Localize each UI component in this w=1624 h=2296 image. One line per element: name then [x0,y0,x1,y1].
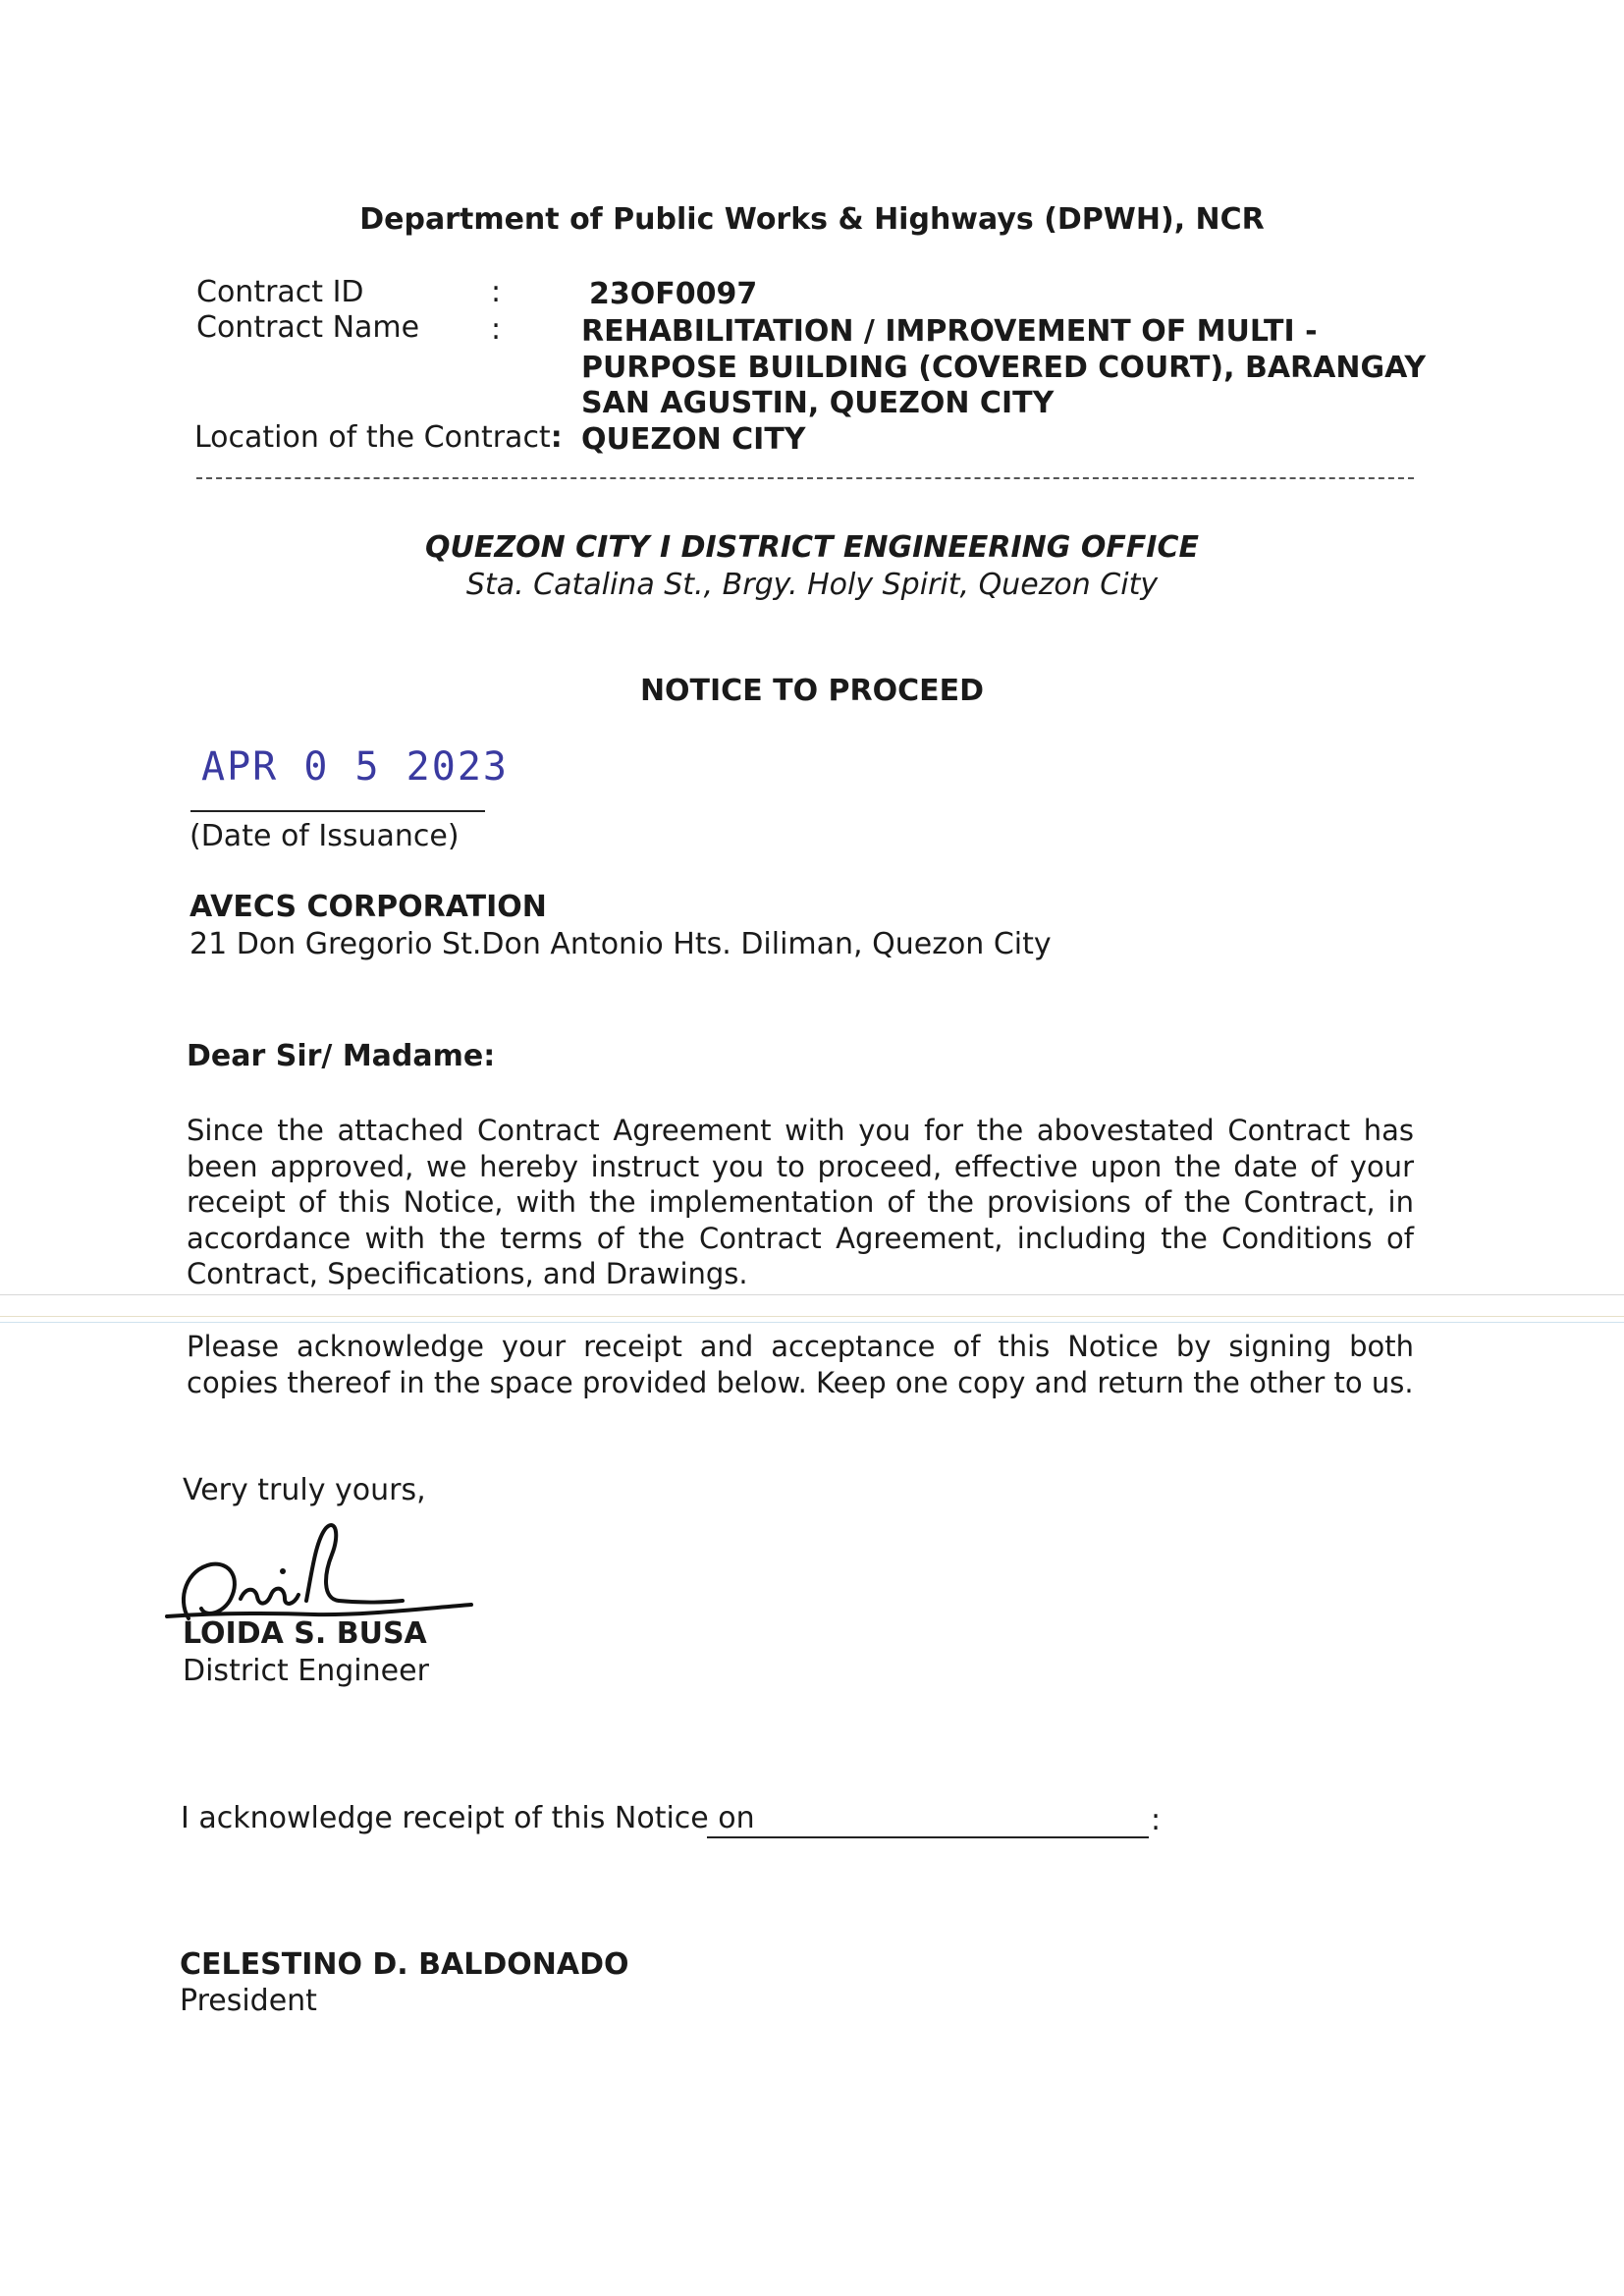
office-name: QUEZON CITY I DISTRICT ENGINEERING OFFICE [425,530,1199,565]
location-label: Location of the Contract: [194,420,563,455]
addressee-name: AVECS CORPORATION [189,890,547,924]
signatory-name: LOIDA S. BUSA [183,1616,427,1651]
scan-artifact-line [0,1294,1624,1295]
acknowledgement-date-line[interactable] [707,1836,1149,1838]
contract-id-label: Contract ID [196,275,364,309]
addressee-address: 21 Don Gregorio St.Don Antonio Hts. Diliman, Quezon City [189,927,1052,961]
body-paragraph-1: Since the attached Contract Agreement with you for the abovestated Contract has been approved, we hereby instruct you to proceed, effective upon the date of your receipt of this Notice, with the implementation of the provisions of the Contract, in accordance with the terms of the Contract Agreement, including the Conditions of Contract, Specifications, and Drawings. [187,1114,1414,1290]
contract-name-line-2: PURPOSE BUILDING (COVERED COURT), BARANGAY [581,351,1427,385]
acknowledgement-colon: : [1151,1803,1162,1837]
contract-name-line-1: REHABILITATION / IMPROVEMENT OF MULTI - [581,314,1318,349]
notice-title: NOTICE TO PROCEED [639,674,985,708]
location-colon: : [550,420,563,455]
date-underline [190,810,485,812]
signatory-title: District Engineer [183,1654,429,1688]
salutation: Dear Sir/ Madame: [187,1039,496,1073]
contractor-rep-title: President [180,1984,317,2018]
contract-name-label: Contract Name [196,310,420,345]
scan-artifact-line [0,1316,1624,1317]
location-value: QUEZON CITY [581,422,806,457]
contract-id-colon: : [491,275,502,309]
department-header: Department of Public Works & Highways (DPWH), NCR [359,202,1265,237]
scan-artifact-line [0,1322,1624,1323]
date-stamp: APR 0 5 2023 [201,744,509,790]
contractor-rep-name: CELESTINO D. BALDONADO [180,1947,629,1982]
body-paragraph-2: Please acknowledge your receipt and acceptance of this Notice by signing both copies thereof in the space provided below. Keep one copy and return the other to us. [187,1330,1414,1399]
contract-name-colon: : [491,312,502,347]
date-label: (Date of Issuance) [189,819,460,853]
closing: Very truly yours, [183,1473,426,1507]
contract-name-line-3: SAN AGUSTIN, QUEZON CITY [581,386,1055,420]
office-address: Sta. Catalina St., Brgy. Holy Spirit, Quezon City [465,568,1159,602]
acknowledgement-text: I acknowledge receipt of this Notice on [181,1801,755,1835]
contract-id-value: 23OF0097 [589,277,758,311]
dashed-divider [196,477,1414,479]
